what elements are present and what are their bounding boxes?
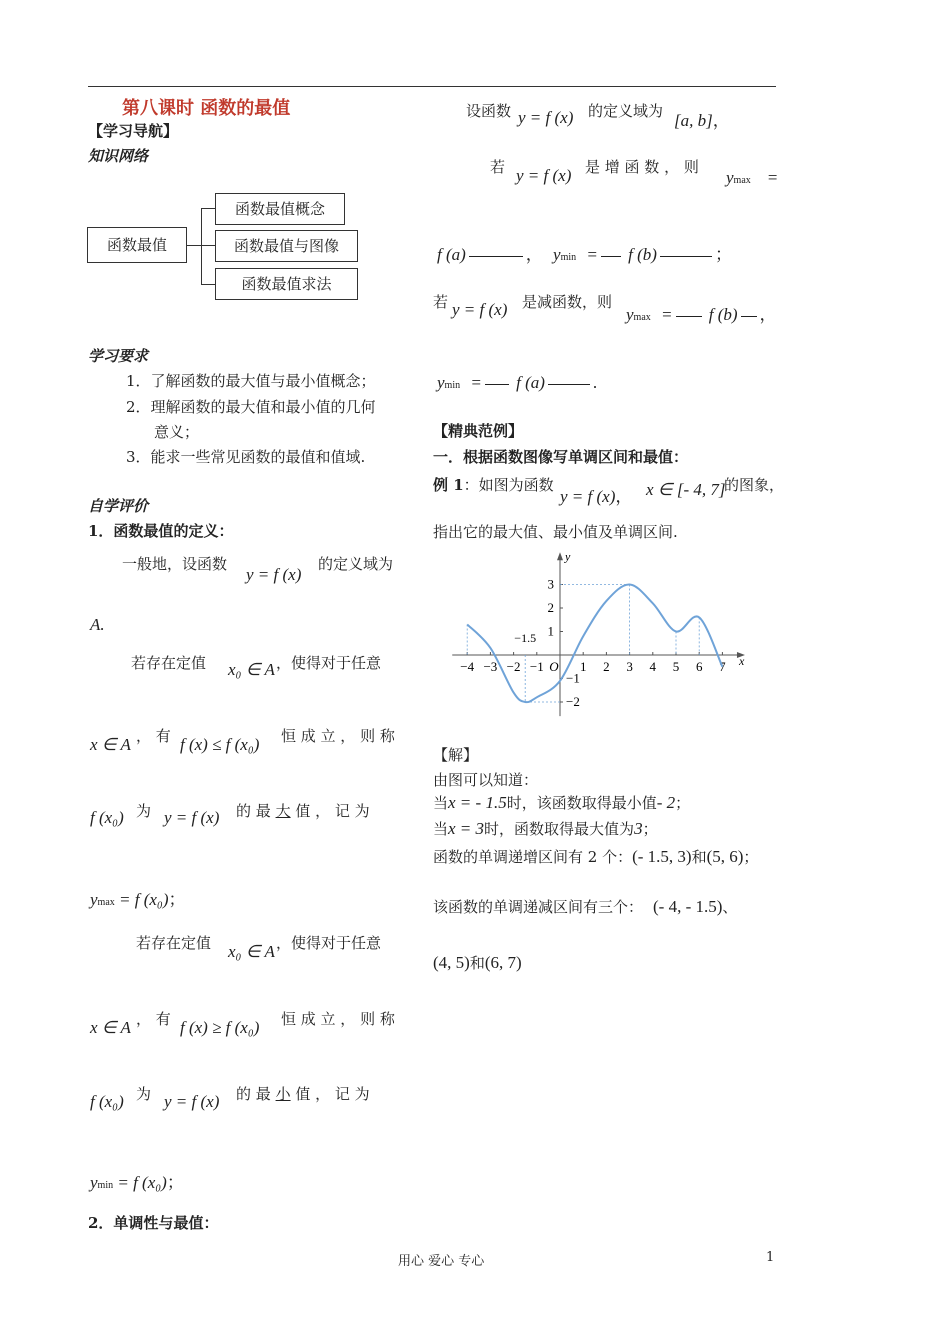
example-label: 例 1: [433, 476, 464, 494]
solution-line: [433, 818, 658, 839]
y-tick-label: 2: [547, 600, 554, 615]
solution-text: 和: [691, 848, 707, 866]
math-symbol: [a, b]: [674, 111, 713, 130]
annotation-label: −1.5: [514, 631, 537, 646]
math-subscript: min: [560, 252, 577, 263]
punct: ；: [166, 1173, 184, 1192]
punct: .: [592, 373, 598, 392]
math-symbol: y: [726, 168, 734, 187]
math-symbol: =: [661, 305, 673, 324]
def-text: ， 有: [136, 727, 171, 745]
math-subscript: max: [733, 175, 751, 186]
math-interval: [674, 106, 730, 131]
math-symbol: y: [626, 305, 634, 324]
x-tick-label: 4: [649, 659, 657, 674]
math-fx0: f (x₀): [90, 1092, 124, 1111]
solution-text: ；: [675, 794, 691, 812]
page-title: 第八课时 函数的最值: [122, 98, 291, 119]
def-text: 若: [490, 158, 506, 176]
x-tick-label: −3: [483, 659, 498, 674]
math-interval: (6, 7): [484, 953, 522, 972]
punct: ，: [759, 305, 777, 324]
math-interval: (4, 5): [433, 953, 470, 972]
monotonic-heading: 2．单调性与最值：: [88, 1214, 219, 1232]
math-A: [90, 615, 105, 635]
math-xinA: x ∈ A: [90, 1018, 131, 1037]
requirement-item: 1．了解函数的最大值与最小值概念；: [126, 372, 376, 390]
def-text: 值 ， 记 为: [295, 802, 370, 820]
y-tick-label: 1: [547, 623, 554, 639]
answer-line: [437, 373, 597, 393]
math-interval: (5, 6): [706, 847, 744, 866]
math-symbol: .: [100, 615, 105, 634]
blank: [485, 384, 509, 385]
solution-text: 当: [433, 820, 449, 838]
math-symbol: 3: [634, 819, 643, 838]
def-text: 值 ， 记 为: [295, 1085, 370, 1103]
x-tick-label: 1: [579, 659, 587, 674]
math-x0inA: x₀ ∈ A: [228, 660, 275, 679]
answer-line: [626, 300, 777, 325]
section-heading: 一．根据函数图像写单调区间和最值：: [433, 448, 689, 466]
solution-text: 时，该函数取得最小值: [506, 794, 657, 812]
def-text: ，使得对于任意: [276, 654, 382, 672]
x-tick-label: O: [549, 659, 559, 674]
solution-line: [433, 896, 737, 917]
math-yfx: y = f (x): [518, 108, 574, 127]
math-symbol: =: [586, 245, 598, 264]
x-tick-label: 2: [603, 659, 610, 674]
diagram-child: 函数最值求法: [215, 268, 358, 300]
math-symbol: - 2: [656, 793, 676, 812]
diagram-child: 函数最值概念: [215, 193, 345, 225]
def-text: ，使得对于任意: [276, 934, 382, 952]
solution-text: 时，函数取得最大值为: [484, 820, 635, 838]
math-yfx: y = f (x): [452, 300, 508, 319]
def-text: ， 有: [136, 1010, 171, 1028]
x-tick-label: −4: [460, 659, 475, 674]
def-line: [122, 553, 227, 574]
answer-line: [437, 240, 732, 265]
math-interval: (- 4, - 1.5): [653, 897, 723, 916]
math-ymax: [726, 168, 778, 188]
def-text: 恒 成 立 ， 则 称: [281, 727, 395, 745]
math-domain: x ∈ [- 4, 7]: [646, 480, 726, 499]
math-symbol: = f (x₀): [113, 1173, 167, 1192]
def-text: 是 增 函 数 ， 则: [585, 158, 699, 176]
solution-text: 当: [433, 794, 449, 812]
math-ymax: [90, 885, 186, 910]
punct: ，: [712, 111, 730, 130]
math-symbol: x = 3: [448, 819, 485, 838]
def-text: 恒 成 立 ， 则 称: [281, 1010, 395, 1028]
y-axis-arrow: [557, 552, 563, 560]
math-fx0: f (x₀): [90, 808, 124, 827]
def-text: 若: [433, 293, 449, 311]
connector: [201, 208, 215, 209]
def-text: [236, 800, 370, 821]
blank: [741, 316, 757, 317]
def-text: 若存在定值: [131, 654, 207, 672]
example-text: ：如图为函数: [463, 476, 554, 494]
def-text: [236, 1083, 370, 1104]
definition-heading: 1．函数最值的定义：: [88, 522, 234, 540]
def-text: 设函数: [466, 102, 512, 120]
punct: ，: [615, 487, 633, 506]
connector: [201, 284, 215, 285]
diagram-child: 函数最值与图像: [215, 230, 358, 262]
requirement-item: 意义；: [154, 423, 200, 441]
math-ymin: [90, 1168, 184, 1193]
connector: [187, 245, 201, 246]
self-eval-heading: 自学评价: [88, 497, 149, 515]
solution-text: ；: [743, 848, 759, 866]
blank: [601, 256, 621, 257]
solution-text: 和: [469, 954, 485, 972]
def-text: 为: [136, 802, 152, 820]
math-symbol: y: [90, 890, 98, 909]
x-tick-label: −1: [529, 659, 544, 674]
def-text: 是减函数，则: [522, 293, 613, 311]
math-interval: (- 1.5, 3): [632, 847, 692, 866]
underlined-word: 小: [275, 1085, 291, 1103]
x-tick-label: 7: [719, 659, 726, 674]
requirement-item: 3．能求一些常见函数的最值和值域.: [126, 448, 366, 466]
math-subscript: max: [97, 897, 115, 908]
answer-fb: f (b): [708, 305, 738, 324]
solution-text: 、: [722, 898, 738, 916]
math-x0inA: x₀ ∈ A: [228, 942, 275, 961]
math-symbol: x = - 1.5: [448, 793, 507, 812]
requirements-heading: 学习要求: [88, 347, 149, 365]
solution-text: 该函数的单调递减区间有三个：: [433, 898, 644, 916]
punct: ，: [525, 245, 543, 264]
math-yfx: y = f (x): [164, 808, 220, 827]
math-symbol: y: [437, 373, 445, 392]
footer-text: 用心 爱心 专心: [398, 1254, 485, 1269]
solution-text: ；: [642, 820, 658, 838]
network-heading: 知识网络: [88, 147, 149, 165]
underlined-word: 大: [275, 802, 291, 820]
x-tick-label: 3: [626, 659, 633, 674]
requirement-item: 2．理解函数的最大值和最小值的几何: [126, 398, 376, 416]
diagram-root: 函数最值: [87, 227, 187, 263]
math-xinA: x ∈ A: [90, 735, 131, 754]
x-tick-label: 6: [695, 659, 703, 674]
x-tick-label: 5: [672, 659, 680, 674]
math-symbol: = f (x₀): [114, 890, 169, 909]
def-text: 的定义域为: [318, 555, 394, 573]
math-symbol: =: [470, 373, 482, 392]
example-text: 的图象，: [724, 476, 785, 494]
math-yfx: y = f (x): [516, 166, 572, 185]
def-text: 若存在定值: [136, 934, 212, 952]
function-curve: [467, 584, 722, 702]
y-tick-label: 3: [547, 576, 554, 592]
math-subscript: min: [97, 1180, 114, 1191]
header-rule: [88, 86, 776, 87]
x-tick-label: −2: [506, 659, 521, 674]
math-symbol: =: [766, 168, 779, 187]
examples-heading: 【精典范例】: [433, 422, 524, 440]
y-tick-label: −1: [566, 670, 580, 686]
y-tick-label: −2: [566, 694, 580, 709]
math-yfx: [560, 482, 632, 507]
blank: [469, 256, 523, 257]
x-axis-label: x: [738, 654, 745, 668]
math-subscript: min: [444, 380, 461, 391]
solution-text: 函数的单调递增区间有 2 个：: [433, 848, 633, 866]
solution-line: [433, 846, 758, 867]
def-text: 一般地，设函数: [122, 555, 228, 573]
blank: [660, 256, 712, 257]
math-symbol: y: [553, 245, 561, 264]
solution-line: [433, 952, 522, 973]
def-text: 的 最: [236, 1085, 271, 1103]
solution-heading: 【解】: [433, 746, 479, 764]
solution-line: [433, 792, 690, 813]
punct: ；: [714, 245, 732, 264]
math-inequality: f (x) ≥ f (x₀): [180, 1018, 260, 1037]
function-graph: [430, 545, 770, 717]
punct: ；: [168, 890, 186, 909]
answer-fb: f (b): [628, 245, 657, 264]
answer-fa: f (a): [516, 373, 545, 392]
math-subscript: max: [633, 312, 651, 323]
example-text: 指出它的最大值、最小值及单调区间.: [433, 523, 678, 541]
math-symbol: y = f (x): [560, 487, 616, 506]
example-text: [433, 474, 554, 495]
page-number: 1: [766, 1250, 775, 1265]
math-yfx: y = f (x): [246, 565, 302, 584]
math-inequality: f (x) ≤ f (x₀): [180, 735, 260, 754]
answer-fa: f (a): [437, 245, 466, 264]
connector: [201, 245, 215, 246]
def-text: 的 最: [236, 802, 271, 820]
solution-text: 由图可以知道：: [433, 771, 539, 789]
math-yfx: y = f (x): [164, 1092, 220, 1111]
y-axis-label: y: [565, 549, 571, 564]
nav-heading: 【学习导航】: [88, 122, 179, 140]
math-symbol: y: [90, 1173, 98, 1192]
blank: [676, 316, 702, 317]
def-text: 为: [136, 1085, 152, 1103]
blank: [548, 384, 590, 385]
def-text: 的定义域为: [588, 102, 664, 120]
math-symbol: A: [90, 615, 101, 634]
